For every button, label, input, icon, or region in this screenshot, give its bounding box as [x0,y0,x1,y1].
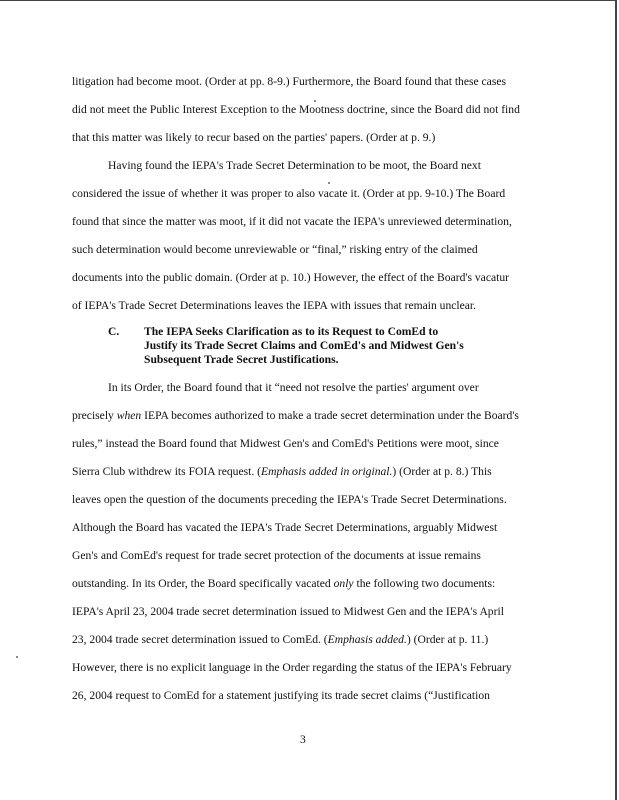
scan-border-top [0,0,617,1]
section-letter: C. [108,325,120,338]
section-heading-line-1: The IEPA Seeks Clarification as to its Request to ComEd to [144,325,439,338]
para3-line-4: Sierra Club withdrew its FOIA request. (Emphasis added in original.) (Order at p. 8.) This [72,465,492,478]
para2-line-4: such determination would become unreviewable or “final,” risking entry of the claimed [72,243,478,256]
para3-line-8: outstanding. In its Order, the Board specifically vacated only the following two documents: [72,577,496,590]
scan-border-right [615,0,617,800]
para3-line-1: In its Order, the Board found that it “need not resolve the parties' argument over [108,381,479,394]
scan-speck [16,656,18,658]
section-heading-line-2: Justify its Trade Secret Claims and ComEd's and Midwest Gen's [144,339,464,352]
emphasis-added: Emphasis added. [327,633,407,646]
section-heading-line-3: Subsequent Trade Secret Justifications. [144,353,339,366]
para3-line-3: rules,” instead the Board found that Midwest Gen's and ComEd's Petitions were moot, since [72,437,499,450]
para2-line-2: considered the issue of whether it was proper to also vacate it. (Order at pp. 9-10.) The Board [72,187,506,200]
para3-line-6: Although the Board has vacated the IEPA's Trade Secret Determinations, arguably Midwest [72,521,498,534]
para3-line-12: 26, 2004 request to ComEd for a statement justifying its trade secret claims (“Justification [72,689,490,702]
para3-line-10: 23, 2004 trade secret determination issued to ComEd. (Emphasis added.) (Order at p. 11.) [72,633,489,646]
para2-line-6: of IEPA's Trade Secret Determinations leaves the IEPA with issues that remain unclear. [72,299,477,312]
para2-line-5: documents into the public domain. (Order at p. 10.) However, the effect of the Board's vacatur [72,271,510,284]
para3-line-5: leaves open the question of the documents preceding the IEPA's Trade Secret Determinations. [72,493,507,506]
para1-line-2: did not meet the Public Interest Exception to the Mootness doctrine, since the Board did not find [72,103,520,116]
emphasis-note: Emphasis added in original. [261,465,393,478]
scan-speck [314,100,316,102]
scan-speck [328,182,330,184]
page-number: 3 [300,733,306,746]
para3-line-11: However, there is no explicit language in the Order regarding the status of the IEPA's February [72,661,512,674]
emphasis-when: when [116,409,142,422]
para3-line-9: IEPA's April 23, 2004 trade secret determination issued to Midwest Gen and the IEPA's April [72,605,504,618]
para1-line-3: that this matter was likely to recur based on the parties' papers. (Order at p. 9.) [72,131,436,144]
para2-line-3: found that since the matter was moot, if it did not vacate the IEPA's unreviewed determination, [72,215,512,228]
para3-line-2: precisely when IEPA becomes authorized to make a trade secret determination under the Board's [72,409,519,422]
para3-line-7: Gen's and ComEd's request for trade secret protection of the documents at issue remains [72,549,481,562]
emphasis-only: only [333,577,354,590]
para1-line-1: litigation had become moot. (Order at pp. 8-9.) Furthermore, the Board found that these cases [72,75,506,88]
para2-line-1: Having found the IEPA's Trade Secret Determination to be moot, the Board next [108,159,481,172]
